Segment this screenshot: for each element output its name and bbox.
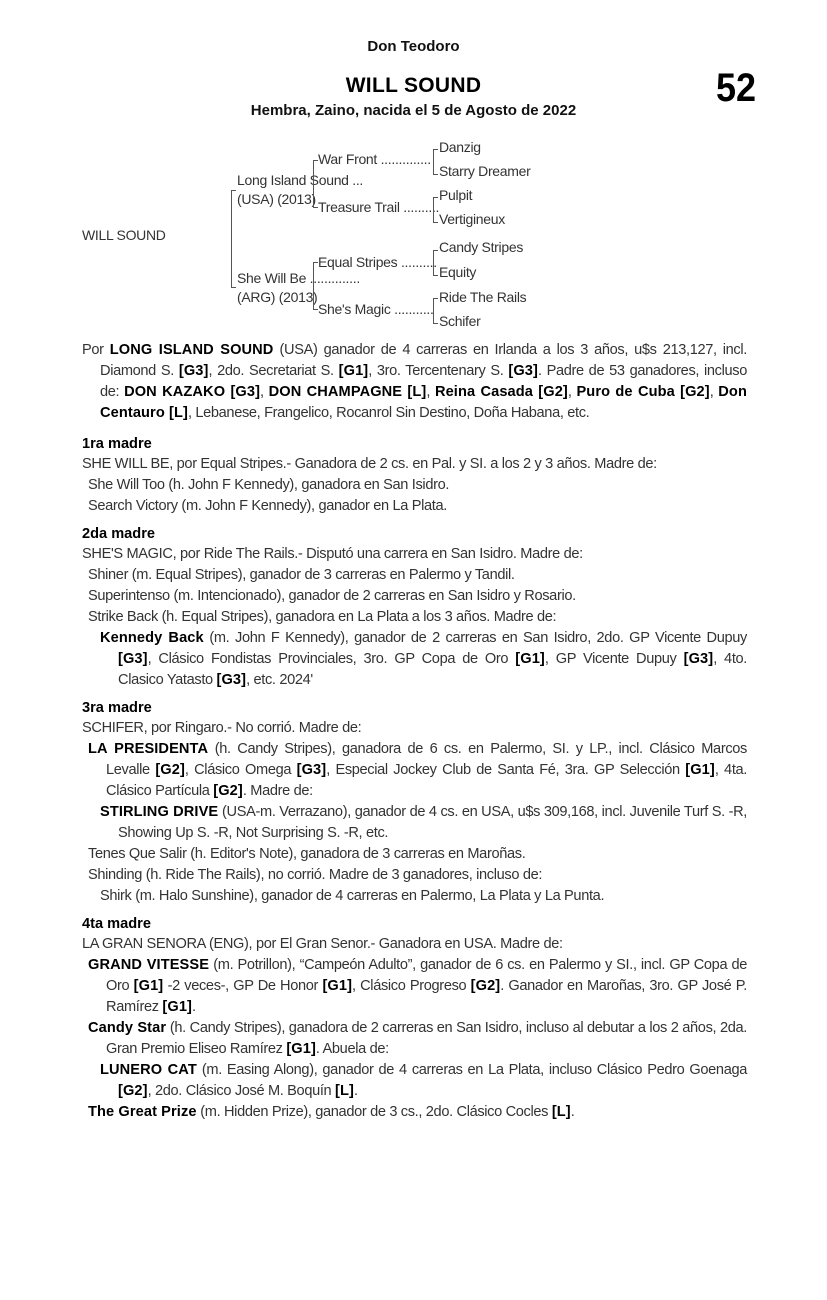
produce-entry xyxy=(82,544,747,565)
text-run: . xyxy=(353,1083,358,1099)
text-run: , Clásico Progreso xyxy=(352,978,471,994)
produce-entry xyxy=(88,955,747,1018)
pedigree-sire-origin: (USA) (2013) xyxy=(237,191,316,207)
bold-text-run: [G1] xyxy=(322,978,353,994)
bold-text-run: [G3] xyxy=(178,363,209,379)
bold-text-run: LA PRESIDENTA xyxy=(88,741,209,757)
text-run: SHE WILL BE, por Equal Stripes.- Ganadora de 2 cs. en Pal. y SI. a los 2 y 3 años. Madre de: xyxy=(82,456,657,472)
pedigree-great-grandparent: Danzig xyxy=(439,139,481,155)
text-run: (m. Hidden Prize), ganador de 3 cs., 2do. Clásico Cocles xyxy=(196,1104,552,1120)
bold-text-run: [G2] xyxy=(470,978,501,994)
pedigree-bracket xyxy=(433,149,438,175)
bold-text-run: LUNERO CAT xyxy=(100,1062,197,1078)
produce-entry xyxy=(88,844,747,865)
text-run: LA GRAN SENORA (ENG), por El Gran Senor.- Ganadora en USA. Madre de: xyxy=(82,936,563,952)
horse-name-title: WILL SOUND xyxy=(345,74,482,97)
bold-text-run: Kennedy Back xyxy=(100,630,204,646)
bold-text-run: [G1] xyxy=(338,363,369,379)
pedigree-sire: Long Island Sound ... xyxy=(237,172,364,188)
bold-text-run: [G1] xyxy=(162,999,192,1015)
pedigree-bracket xyxy=(433,250,438,276)
produce-entry xyxy=(88,607,747,628)
sire-summary xyxy=(82,340,747,424)
text-run: (m. Potrillon), “Campeón Adulto”, ganador de 6 cs. en Palermo y SI., incl. GP Copa de Oro xyxy=(106,957,747,994)
bold-text-run: [G1] xyxy=(133,978,164,994)
pedigree-bracket xyxy=(433,197,438,223)
text-run: , 4to. Clasico Yatasto xyxy=(118,651,747,688)
produce-entry xyxy=(88,739,747,802)
produce-entry xyxy=(88,565,747,586)
text-run: Shirk (m. Halo Sunshine), ganador de 4 carreras en Palermo, La Plata y La Punta. xyxy=(100,888,605,904)
text-run: Strike Back (h. Equal Stripes), ganadora en La Plata a los 3 años. Madre de: xyxy=(88,609,557,625)
bold-text-run: [G3] xyxy=(683,651,714,667)
text-run: , 2do. Clásico José M. Boquín xyxy=(147,1083,336,1099)
bold-text-run: [L] xyxy=(551,1104,571,1120)
bold-text-run: Candy Star xyxy=(88,1020,167,1036)
bold-text-run: LONG ISLAND SOUND xyxy=(109,342,274,358)
bold-text-run: DON CHAMPAGNE [L] xyxy=(268,384,427,400)
bold-text-run: [G1] xyxy=(685,762,715,778)
text-run: She Will Too (h. John F Kennedy), ganadora en San Isidro. xyxy=(88,477,450,493)
pedigree-great-grandparent: Vertigineux xyxy=(439,211,505,227)
bold-text-run: [G3] xyxy=(118,651,148,667)
text-run: (m. John F Kennedy), ganador de 2 carreras en San Isidro, 2do. GP Vicente Dupuy xyxy=(203,630,747,646)
pedigree-great-grandparent: Candy Stripes xyxy=(439,239,524,255)
pedigree-subject: WILL SOUND xyxy=(82,227,166,243)
pedigree-great-grandparent: Schifer xyxy=(439,313,481,329)
horse-description: Hembra, Zaino, nacida el 5 de Agosto de 2022 xyxy=(250,102,577,119)
text-run: Shiner (m. Equal Stripes), ganador de 3 carreras en Palermo y Tandil. xyxy=(88,567,515,583)
text-run: . Abuela de: xyxy=(315,1041,389,1057)
produce-entry xyxy=(100,802,747,844)
text-run: Por xyxy=(82,342,110,358)
bold-text-run: Reina Casada [G2] xyxy=(434,384,568,400)
text-run: , Lebanese, Frangelico, Rocanrol Sin Destino, Doña Habana, etc. xyxy=(187,405,590,421)
bold-text-run: [G2] xyxy=(213,783,243,799)
produce-entry xyxy=(88,1102,747,1123)
bold-text-run: [L] xyxy=(335,1083,354,1099)
bold-text-run: DON KAZAKO [G3] xyxy=(124,384,261,400)
lot-number: 52 xyxy=(716,66,757,110)
pedigree-bracket xyxy=(433,298,438,324)
text-run: Search Victory (m. John F Kennedy), ganador en La Plata. xyxy=(88,498,447,514)
bold-text-run: STIRLING DRIVE xyxy=(100,804,219,820)
produce-entry xyxy=(100,628,747,691)
text-run: , xyxy=(426,384,435,400)
produce-entry xyxy=(88,475,747,496)
produce-entry xyxy=(88,1018,747,1060)
text-run: , 2do. Secretariat S. xyxy=(208,363,339,379)
bold-text-run: GRAND VITESSE xyxy=(88,957,210,973)
text-run: SCHIFER, por Ringaro.- No corrió. Madre de: xyxy=(82,720,362,736)
pedigree-great-grandparent: Pulpit xyxy=(439,187,473,203)
bold-text-run: [G3] xyxy=(296,762,327,778)
text-run: Shinding (h. Ride The Rails), no corrió. Madre de 3 ganadores, incluso de: xyxy=(88,867,543,883)
bold-text-run: [G2] xyxy=(118,1083,148,1099)
text-run: , xyxy=(709,384,719,400)
text-run: (h. Candy Stripes), ganadora de 2 carreras en San Isidro, incluso al debutar a los 2 años, 2da. Gran Premio Eliseo Ramírez xyxy=(106,1020,748,1057)
text-run: Superintenso (m. Intencionado), ganador de 2 carreras en San Isidro y Rosario. xyxy=(88,588,576,604)
bold-text-run: Don Centauro [L] xyxy=(100,384,747,421)
text-run: . xyxy=(570,1104,575,1120)
pedigree-grandparent: She's Magic ........... xyxy=(318,301,434,317)
bold-text-run: [G1] xyxy=(515,651,545,667)
section-heading: 3ra madre xyxy=(82,700,152,716)
bold-text-run: [G3] xyxy=(216,672,247,688)
pedigree-great-grandparent: Equity xyxy=(439,264,477,280)
produce-entry xyxy=(100,886,747,907)
pedigree-grandparent: Treasure Trail .......... xyxy=(318,199,440,215)
section-heading: 1ra madre xyxy=(82,436,152,452)
text-run: . xyxy=(192,999,196,1015)
pedigree-bracket xyxy=(231,190,236,288)
produce-entry xyxy=(100,1060,747,1102)
text-run: (USA-m. Verrazano), ganador de 4 cs. en USA, u$s 309,168, incl. Juvenile Turf S. -R, Showing Up S. -R, Not Surprising S. -R, etc. xyxy=(118,804,747,841)
text-run: , xyxy=(567,384,577,400)
text-run: , Clásico Fondistas Provinciales, 3ro. GP Copa de Oro xyxy=(147,651,516,667)
text-run: -2 veces-, GP De Honor xyxy=(163,978,323,994)
text-run: , GP Vicente Dupuy xyxy=(544,651,684,667)
pedigree-dam: She Will Be .............. xyxy=(237,270,360,286)
text-run: SHE'S MAGIC, por Ride The Rails.- Disputó una carrera en San Isidro. Madre de: xyxy=(82,546,583,562)
pedigree-great-grandparent: Starry Dreamer xyxy=(439,163,531,179)
bold-text-run: Puro de Cuba [G2] xyxy=(576,384,710,400)
section-heading: 4ta madre xyxy=(82,916,151,932)
text-run: . Ganador en Maroñas, 3ro. GP José P. Ramírez xyxy=(106,978,747,1015)
pedigree-grandparent: War Front .............. xyxy=(318,151,431,167)
text-run: , etc. 2024' xyxy=(246,672,313,688)
text-run: , Especial Jockey Club de Santa Fé, 3ra. GP Selección xyxy=(326,762,686,778)
produce-entry xyxy=(82,454,747,475)
section-heading: 2da madre xyxy=(82,526,156,542)
bold-text-run: [G3] xyxy=(508,363,538,379)
text-run: , 3ro. Tercentenary S. xyxy=(368,363,509,379)
text-run: (USA) ganador de 4 carreras en Irlanda a los 3 años, u$s 213,127, incl. Diamond S. xyxy=(100,342,747,379)
bold-text-run: The Great Prize xyxy=(88,1104,197,1120)
text-run: . Padre de 53 ganadores, incluso de: xyxy=(100,363,747,400)
produce-entry xyxy=(82,934,747,955)
produce-entry xyxy=(88,865,747,886)
catalog-body xyxy=(82,340,747,1123)
produce-entry xyxy=(82,718,747,739)
text-run: (h. Candy Stripes), ganadora de 6 cs. en Palermo, SI. y LP., incl. Clásico Marcos Levalle xyxy=(106,741,747,778)
text-run: , Clásico Omega xyxy=(184,762,297,778)
text-run: , 4ta. Clásico Partícula xyxy=(106,762,747,799)
pedigree-great-grandparent: Ride The Rails xyxy=(439,289,527,305)
bold-text-run: [G1] xyxy=(286,1041,316,1057)
text-run: Tenes Que Salir (h. Editor's Note), ganadora de 3 carreras en Maroñas. xyxy=(88,846,526,862)
text-run: (m. Easing Along), ganador de 4 carreras en La Plata, incluso Clásico Pedro Goenaga xyxy=(196,1062,747,1078)
bold-text-run: [G2] xyxy=(155,762,185,778)
produce-entry xyxy=(88,496,747,517)
produce-entry xyxy=(88,586,747,607)
pedigree-grandparent: Equal Stripes .......... xyxy=(318,254,437,270)
breeder-name: Don Teodoro xyxy=(367,38,460,55)
text-run: . Madre de: xyxy=(242,783,313,799)
text-run: , xyxy=(260,384,269,400)
pedigree-dam-origin: (ARG) (2013) xyxy=(237,289,318,305)
